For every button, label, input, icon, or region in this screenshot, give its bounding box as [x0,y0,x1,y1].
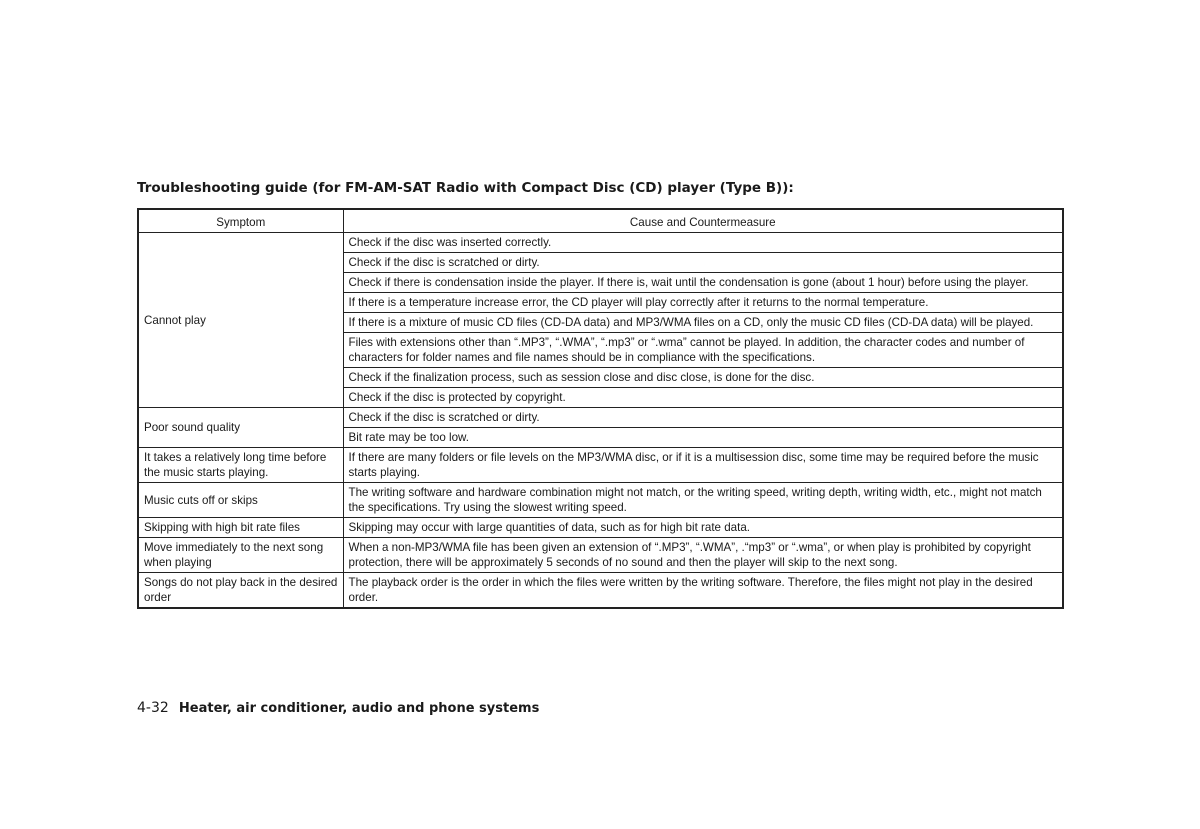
symptom-cell: Move immediately to the next song when playing [138,538,343,573]
cause-cell: Check if the finalization process, such as session close and disc close, is done for the disc. [343,368,1063,388]
symptom-cell: Skipping with high bit rate files [138,518,343,538]
symptom-cell: Poor sound quality [138,408,343,448]
cause-cell: If there is a mixture of music CD files (CD-DA data) and MP3/WMA files on a CD, only the music CD files (CD-DA data) will be played. [343,313,1063,333]
page-footer [137,700,539,716]
cause-cell: The writing software and hardware combination might not match, or the writing speed, writing depth, writing width, etc., might not match the specifications. Try using the slowest writing speed. [343,483,1063,518]
table-row [138,538,1063,573]
cause-cell: If there are many folders or file levels on the MP3/WMA disc, or if it is a multisession disc, some time may be required before the music starts playing. [343,448,1063,483]
symptom-cell: Music cuts off or skips [138,483,343,518]
cause-cell: Check if there is condensation inside the player. If there is, wait until the condensation is gone (about 1 hour) before using the player. [343,273,1063,293]
section-title: Heater, air conditioner, audio and phone systems [178,701,540,716]
cause-cell: Bit rate may be too low. [343,428,1063,448]
page-number: 4-32 [137,700,169,716]
cause-cell: Check if the disc was inserted correctly. [343,233,1063,253]
symptom-cell: Songs do not play back in the desired order [138,573,343,609]
page-title: Troubleshooting guide (for FM-AM-SAT Radio with Compact Disc (CD) player (Type B)): [137,180,794,196]
cause-cell: When a non-MP3/WMA file has been given an extension of “.MP3”, “.WMA”, .“mp3” or “.wma”, or when play is prohibited by copyright protection, there will be approximately 5 seconds of no sound and then the player will skip to the next song. [343,538,1063,573]
header-cause: Cause and Countermeasure [343,209,1063,233]
table-row [138,483,1063,518]
cause-cell: Check if the disc is scratched or dirty. [343,253,1063,273]
table-row [138,233,1063,253]
symptom-cell: Cannot play [138,233,343,408]
cause-cell: The playback order is the order in which the files were written by the writing software. Therefore, the files might not play in the desired order. [343,573,1063,609]
table-row [138,573,1063,609]
cause-cell: Skipping may occur with large quantities of data, such as for high bit rate data. [343,518,1063,538]
cause-cell: Check if the disc is scratched or dirty. [343,408,1063,428]
table-header-row [138,209,1063,233]
cause-cell: If there is a temperature increase error, the CD player will play correctly after it returns to the normal temperature. [343,293,1063,313]
table-row [138,408,1063,428]
cause-cell: Check if the disc is protected by copyright. [343,388,1063,408]
table-row [138,518,1063,538]
cause-cell: Files with extensions other than “.MP3”, “.WMA”, “.mp3” or “.wma” cannot be played. In addition, the character codes and number of characters for folder names and file names should be in compliance with the specifications. [343,333,1063,368]
header-symptom: Symptom [138,209,343,233]
table-row [138,448,1063,483]
troubleshooting-table [137,208,1064,609]
symptom-cell: It takes a relatively long time before the music starts playing. [138,448,343,483]
